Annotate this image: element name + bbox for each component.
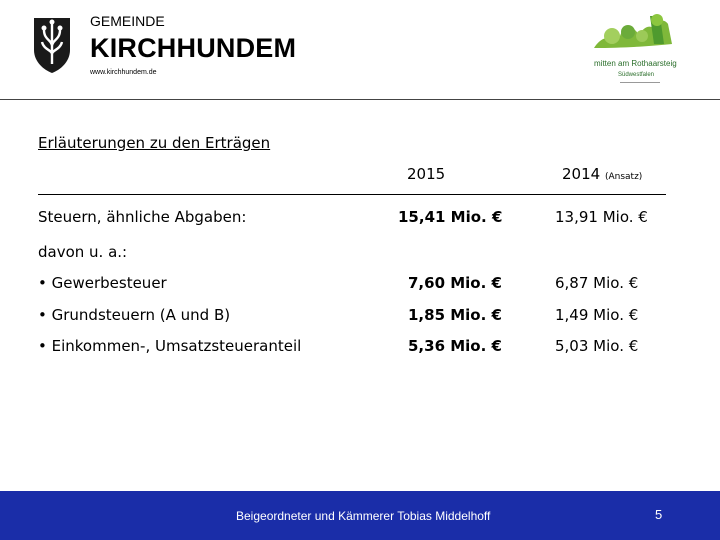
slide-title: Erläuterungen zu den Erträgen — [38, 134, 271, 152]
org-url[interactable]: www.kirchhundem.de — [90, 69, 157, 76]
org-label-small: GEMEINDE — [90, 13, 165, 29]
table-rule — [38, 194, 666, 195]
header-divider — [0, 99, 720, 100]
rothaarsteig-logo-icon — [584, 14, 700, 92]
footer-page-number: 5 — [655, 507, 663, 522]
row-label-grundsteuern: • Grundsteuern (A und B) — [38, 306, 231, 324]
column-header-2015: 2015 — [407, 165, 446, 183]
row-label-davon: davon u. a.: — [38, 243, 128, 261]
value-2015-taxes: 15,41 Mio. € — [398, 208, 503, 226]
row-label-einkommen: • Einkommen-, Umsatzsteueranteil — [38, 337, 302, 355]
logo-slogan: mitten am Rothaarsteig — [594, 59, 677, 68]
value-2014-grundsteuern: 1,49 Mio. € — [555, 306, 639, 324]
value-2014-taxes: 13,91 Mio. € — [555, 208, 648, 226]
footer-content — [0, 491, 720, 540]
footer-presenter: Beigeordneter und Kämmerer Tobias Middelhoff — [236, 509, 491, 523]
value-2015-einkommen: 5,36 Mio. € — [408, 337, 502, 355]
value-2015-grundsteuern: 1,85 Mio. € — [408, 306, 502, 324]
value-2015-gewerbesteuer: 7,60 Mio. € — [408, 274, 502, 292]
municipal-crest-icon — [32, 16, 72, 74]
org-label-big: KIRCHHUNDEM — [90, 33, 297, 63]
value-2014-gewerbesteuer: 6,87 Mio. € — [555, 274, 639, 292]
row-label-taxes: Steuern, ähnliche Abgaben: — [38, 208, 247, 226]
logo-region: Südwestfalen — [618, 72, 655, 78]
column-header-2014: 2014 (Ansatz) — [562, 165, 643, 183]
row-label-gewerbesteuer: • Gewerbesteuer — [38, 274, 167, 292]
column-note-ansatz: (Ansatz) — [604, 172, 643, 182]
value-2014-einkommen: 5,03 Mio. € — [555, 337, 639, 355]
